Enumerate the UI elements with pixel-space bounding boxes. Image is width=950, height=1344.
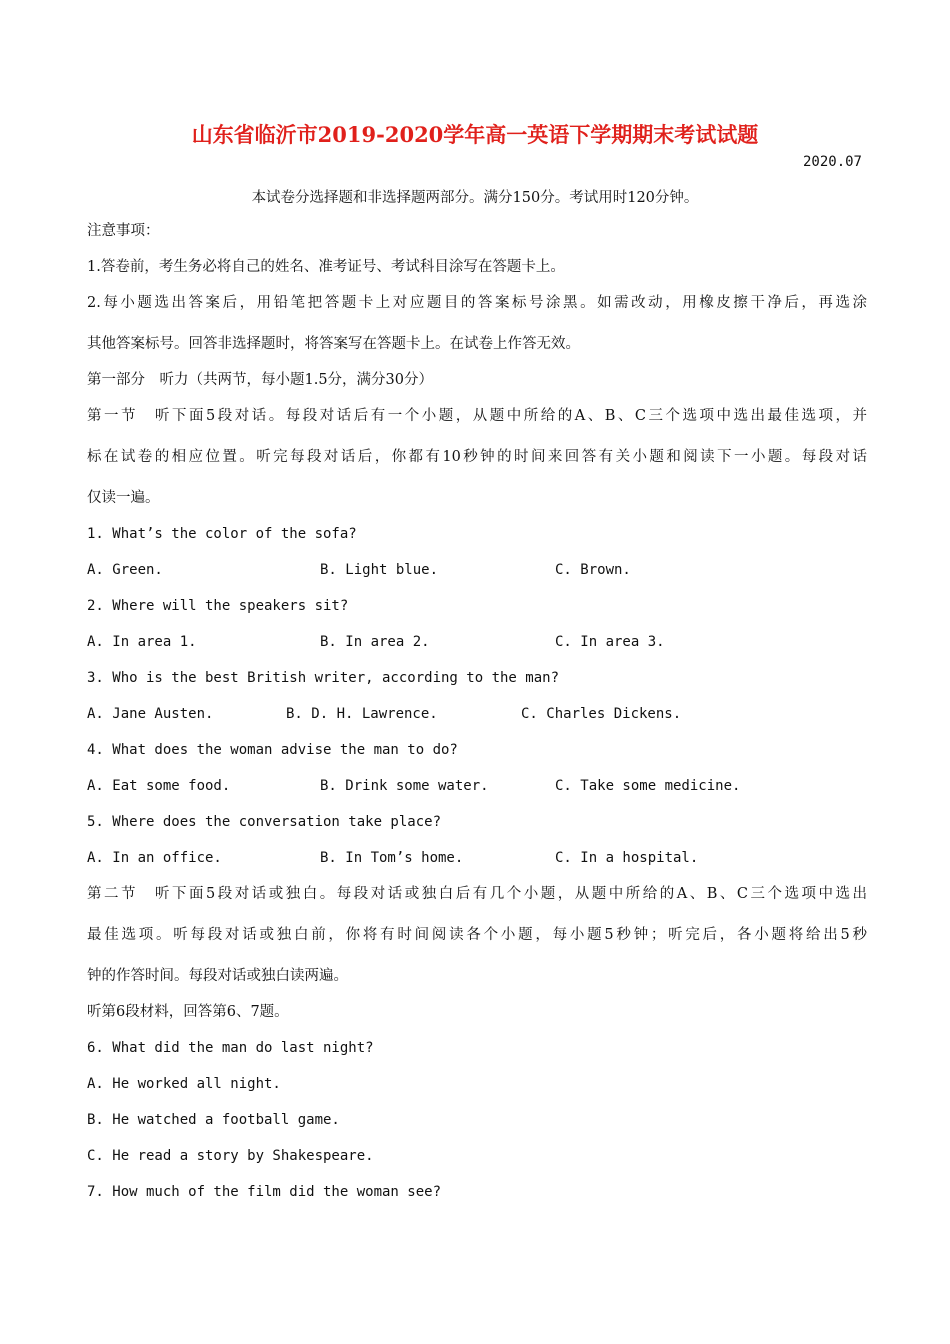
question-1-option-c: C. Brown.	[555, 562, 631, 578]
question-6: 6. What did the man do last night?	[87, 1040, 374, 1056]
question-3: 3. Who is the best British writer, according to the man?	[87, 670, 560, 686]
section1-line-1: 第一节 听下面5段对话。每段对话后有一个小题，从题中所给的A、B、C三个选项中选出最佳选项，并	[87, 408, 867, 424]
question-1-option-b: B. Light blue.	[320, 562, 439, 578]
question-3-option-b: B. D. H. Lawrence.	[286, 706, 438, 722]
section2-line-1: 第二节 听下面5段对话或独白。每段对话或独白后有几个小题，从题中所给的A、B、C三个选项中选出	[87, 886, 867, 902]
page-title: 山东省临沂市2019-2020学年高一英语下学期期末考试试题	[191, 122, 759, 147]
notes-item-1: 1.答卷前，考生务必将自己的姓名、准考证号、考试科目涂写在答题卡上。	[87, 259, 565, 275]
exam-date: 2020.07	[802, 154, 862, 170]
section1-line-3: 仅读一遍。	[87, 490, 160, 506]
question-5-option-c: C. In a hospital.	[555, 850, 699, 866]
section2-line-2: 最佳选项。听每段对话或独白前，你将有时间阅读各个小题，每小题5秒钟；听完后，各小题将给出5秒	[87, 927, 867, 943]
question-6-option-b: B. He watched a football game.	[87, 1112, 340, 1128]
question-3-option-c: C. Charles Dickens.	[521, 706, 682, 722]
question-2-option-a: A. In area 1.	[87, 634, 197, 650]
question-7: 7. How much of the film did the woman see?	[87, 1184, 442, 1200]
question-2-option-c: C. In area 3.	[555, 634, 665, 650]
notes-item-2-line-1: 2.每小题选出答案后，用铅笔把答题卡上对应题目的答案标号涂黑。如需改动，用橡皮擦干净后，再选涂	[87, 295, 867, 311]
section1-line-2: 标在试卷的相应位置。听完每段对话后，你都有10秒钟的时间来回答有关小题和阅读下一小题。每段对话	[87, 449, 867, 465]
question-1: 1. What’s the color of the sofa?	[87, 526, 357, 542]
question-5-option-b: B. In Tom’s home.	[320, 850, 464, 866]
notes-heading: 注意事项：	[87, 223, 160, 239]
question-1-option-a: A. Green.	[87, 562, 163, 578]
question-6-option-c: C. He read a story by Shakespeare.	[87, 1148, 374, 1164]
question-3-option-a: A. Jane Austen.	[87, 706, 214, 722]
material-6-instruction: 听第6段材料，回答第6、7题。	[87, 1004, 289, 1020]
question-6-option-a: A. He worked all night.	[87, 1076, 281, 1092]
question-4-option-a: A. Eat some food.	[87, 778, 231, 794]
question-4-option-c: C. Take some medicine.	[555, 778, 741, 794]
question-5-option-a: A. In an office.	[87, 850, 222, 866]
part1-heading: 第一部分 听力（共两节，每小题1.5分，满分30分）	[87, 372, 434, 388]
notes-item-2-line-2: 其他答案标号。回答非选择题时，将答案写在答题卡上。在试卷上作答无效。	[87, 336, 580, 352]
question-4: 4. What does the woman advise the man to do?	[87, 742, 458, 758]
section2-line-3: 钟的作答时间。每段对话或独白读两遍。	[87, 968, 348, 984]
question-5: 5. Where does the conversation take place?	[87, 814, 442, 830]
question-2-option-b: B. In area 2.	[320, 634, 430, 650]
question-4-option-b: B. Drink some water.	[320, 778, 489, 794]
exam-intro: 本试卷分选择题和非选择题两部分。满分150分。考试用时120分钟。	[251, 190, 699, 206]
question-2: 2. Where will the speakers sit?	[87, 598, 349, 614]
